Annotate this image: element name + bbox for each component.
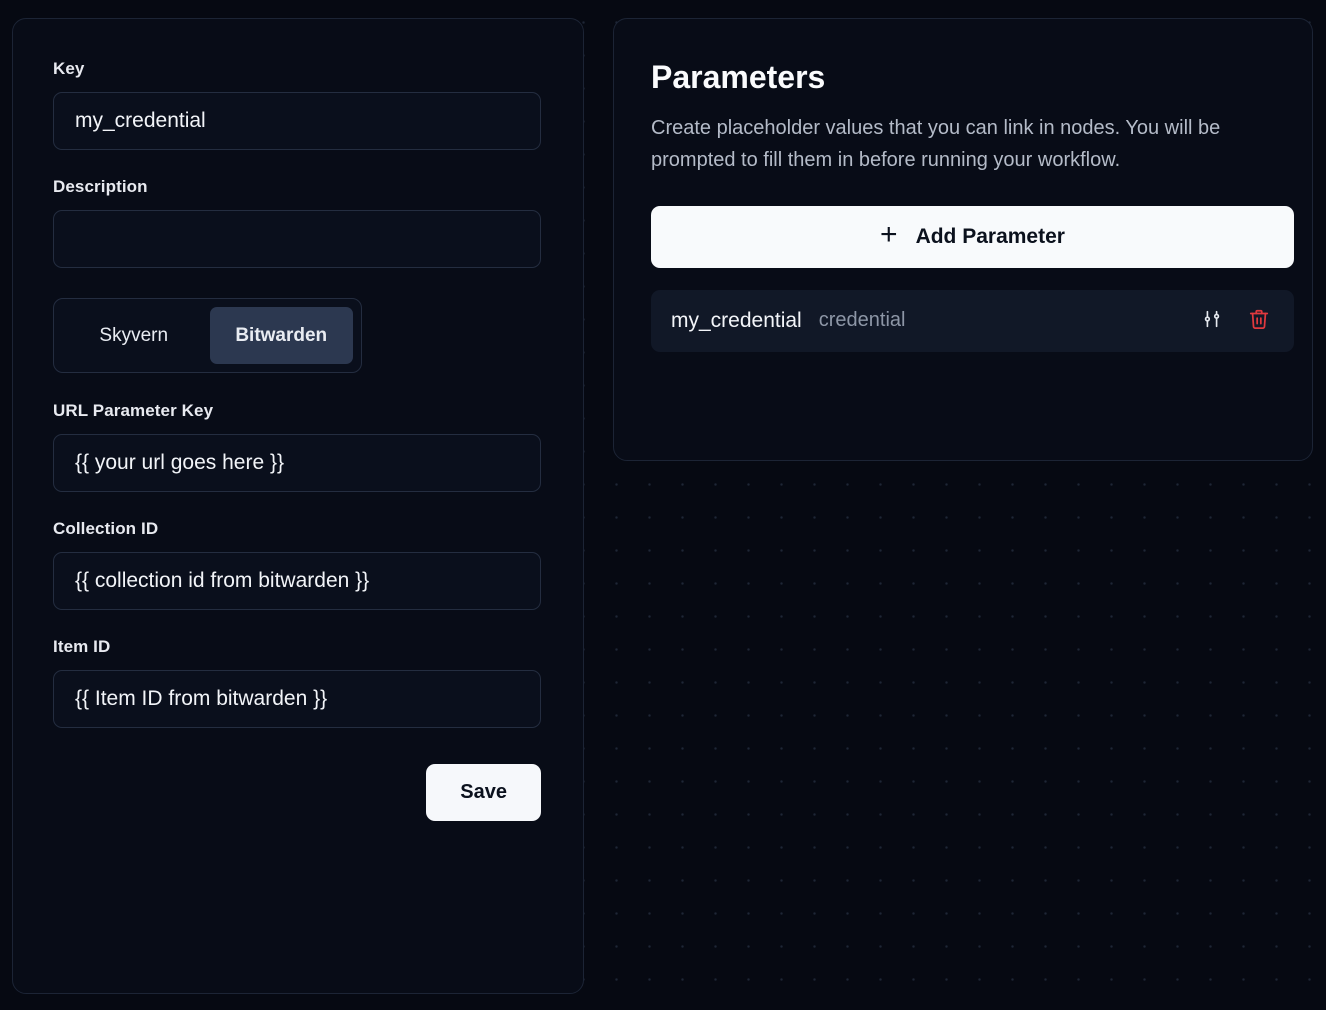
provider-toggle[interactable] — [53, 298, 362, 373]
parameter-delete-button[interactable] — [1244, 304, 1274, 337]
save-row — [53, 764, 541, 821]
parameters-title: Parameters — [651, 59, 826, 95]
plus-icon: + — [880, 217, 898, 251]
parameters-description: Create placeholder values that you can link in nodes. You will be prompted to fill them in before running your workflow. — [651, 117, 1221, 172]
key-label: Key — [53, 59, 85, 78]
add-parameter-button[interactable] — [651, 206, 1294, 268]
url-parameter-key-label: URL Parameter Key — [53, 401, 214, 420]
provider-option-bitwarden[interactable]: Bitwarden — [210, 307, 354, 364]
parameters-panel — [613, 18, 1313, 461]
parameter-name: my_credential — [671, 308, 802, 332]
parameter-type: credential — [818, 309, 906, 332]
description-label: Description — [53, 177, 148, 196]
item-id-input[interactable] — [53, 670, 541, 728]
save-button[interactable]: Save — [426, 764, 541, 821]
sliders-icon — [1201, 308, 1223, 333]
parameter-settings-button[interactable] — [1197, 304, 1227, 337]
key-input[interactable] — [53, 92, 541, 150]
url-parameter-key-input[interactable] — [53, 434, 541, 492]
item-id-label: Item ID — [53, 637, 111, 656]
description-input[interactable] — [53, 210, 541, 268]
collection-id-label: Collection ID — [53, 519, 159, 538]
parameter-list-item[interactable] — [651, 290, 1294, 352]
credential-editor-panel — [12, 18, 584, 994]
collection-id-input[interactable] — [53, 552, 541, 610]
trash-icon — [1248, 308, 1270, 333]
provider-option-skyvern[interactable]: Skyvern — [62, 307, 206, 364]
add-parameter-label: Add Parameter — [915, 224, 1065, 248]
